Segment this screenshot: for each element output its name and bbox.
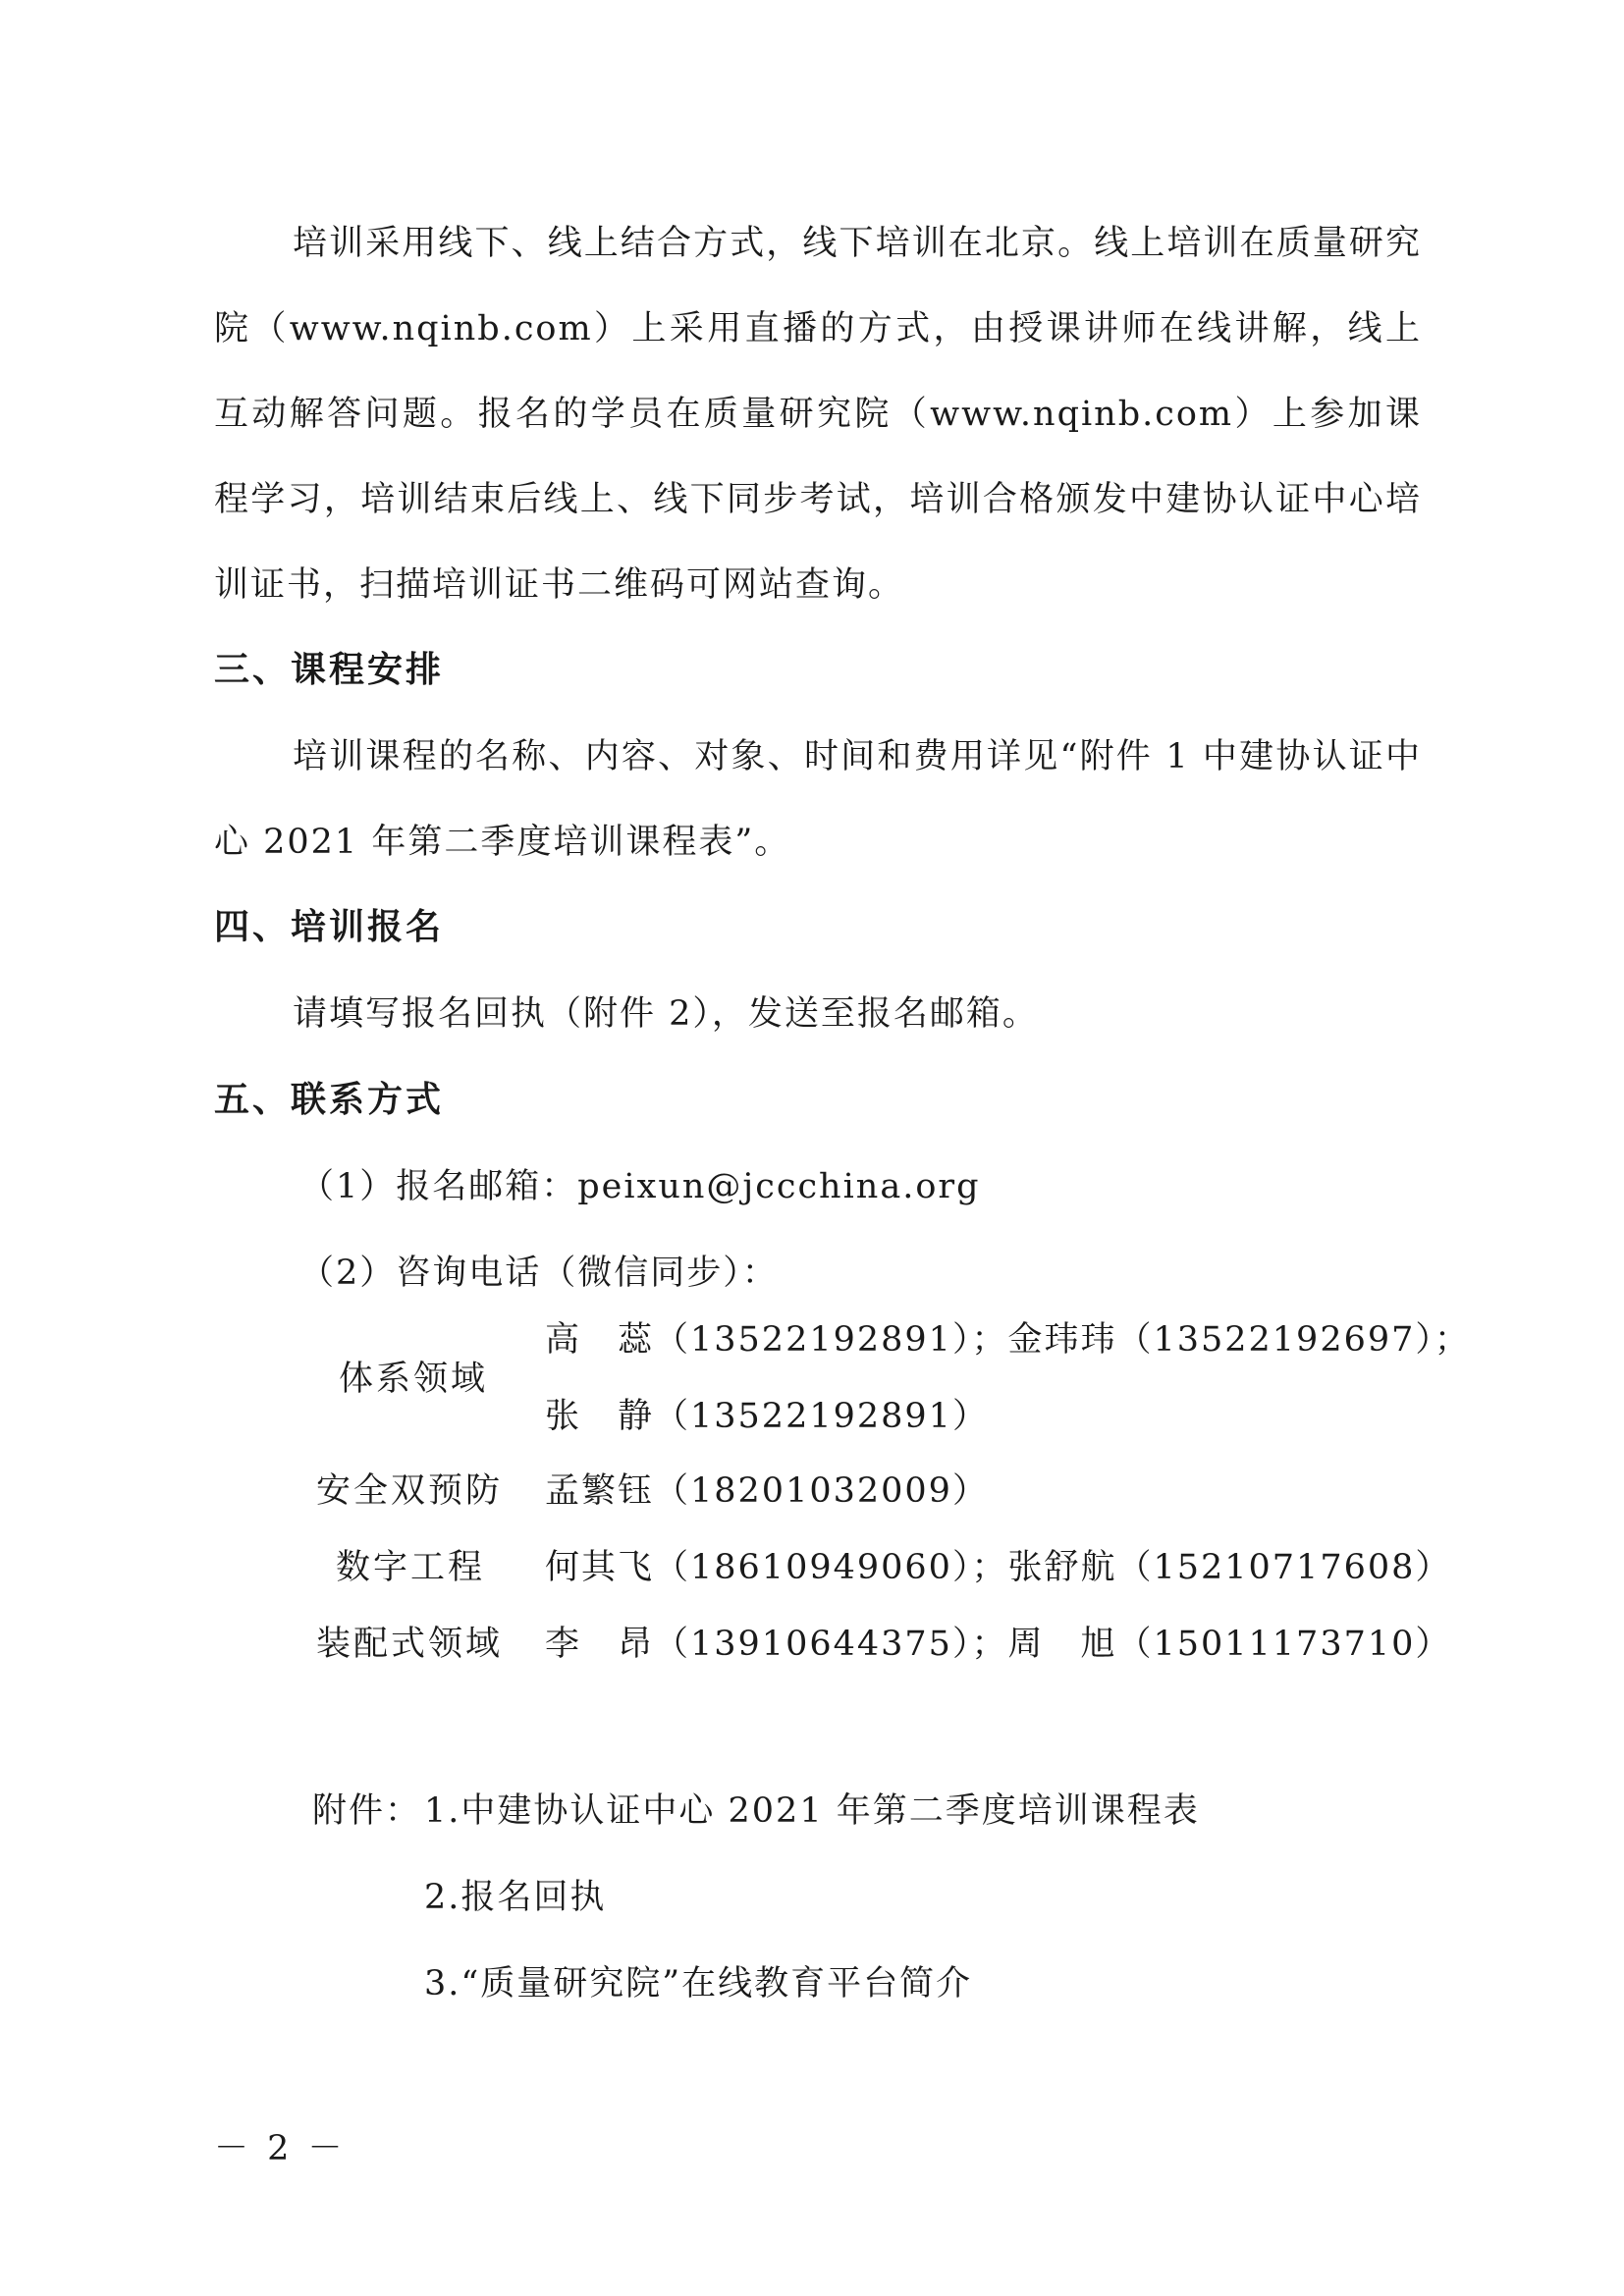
course-schedule-paragraph: 培训课程的名称、内容、对象、时间和费用详见“附件 1 中建协认证中心 2021 年第二季度培训课程表”。 [214,737,1422,862]
contact-label: 安全双预防 [316,1471,504,1511]
attachment-lead: 附件： [312,1791,422,1831]
attachment-item: 2.报名回执 [424,1878,607,1917]
contact-label: 体系领域 [339,1360,489,1399]
contact-label: 装配式领域 [316,1625,504,1664]
attachment-item: 3.“质量研究院”在线教育平台简介 [424,1964,973,2003]
phone-intro-line: （2）咨询电话（微信同步）： [299,1254,779,1293]
email-line: （1）报名邮箱：peixun@jccchina.org [299,1167,981,1206]
section-heading-course-schedule: 三、课程安排 [214,650,445,690]
contact-label: 数字工程 [336,1548,486,1587]
section-heading-contact: 五、联系方式 [214,1080,445,1120]
section-heading-registration: 四、培训报名 [214,907,445,947]
contact-value: 张 静（13522192891） [545,1397,989,1436]
contact-value: 李 昂（13910644375）；周 旭（15011173710） [545,1625,1452,1664]
contact-value: 何其飞（18610949060）；张舒航（15210717608） [545,1548,1452,1587]
training-method-paragraph: 培训采用线下、线上结合方式，线下培训在北京。线上培训在质量研究院（www.nqinb.com）上采用直播的方式，由授课讲师在线讲解，线上互动解答问题。报名的学员在质量研究院（www.nqinb.com）上参加课程学习，培训结束后线上、线下同步考试，培训合格颁发中建协认证中心培训证书，扫描培训证书二维码可网站查询。 [214,224,1422,605]
attachment-item: 1.中建协认证中心 2021 年第二季度培训课程表 [424,1791,1200,1831]
contact-value: 孟繁钰（18201032009） [545,1471,989,1511]
page-number: － 2 － [214,2129,347,2168]
registration-paragraph: 请填写报名回执（附件 2），发送至报名邮箱。 [293,994,1039,1034]
contact-value: 高 蕊（13522192891）；金玮玮（13522192697）； [545,1320,1471,1360]
